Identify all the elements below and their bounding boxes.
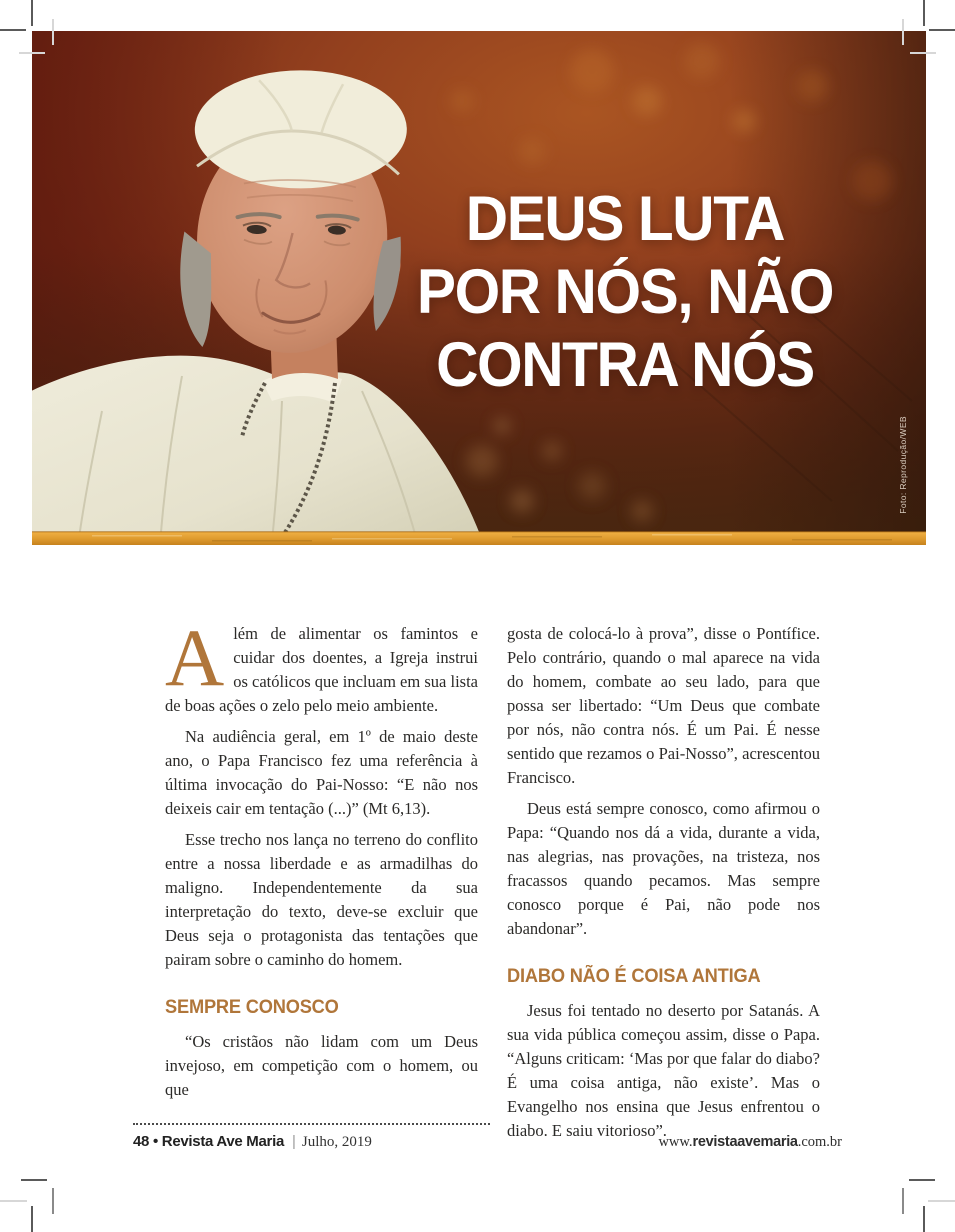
footer-url [658, 1134, 842, 1151]
footer-page-info [133, 1133, 372, 1151]
issue-date: Julho, 2019 [301, 1134, 372, 1150]
crop-mark [929, 29, 955, 31]
crop-mark [52, 19, 54, 45]
crop-mark [923, 0, 925, 26]
section-heading-diabo: DIABO NÃO É COISA ANTIGA [507, 966, 761, 987]
paragraph: Jesus foi tentado no deserto por Satanás. A sua vida pública começou assim, disse o Papa. “Alguns criticam: ‘Mas por que falar do diabo? É uma coisa antiga, não existe’. Mas o Evangelho nos ensina que Jesus enfrentou o diabo. E saiu vitorioso”. [507, 1001, 820, 1140]
bullet: • [152, 1133, 158, 1150]
headline-line: DEUS LUTA [465, 184, 785, 254]
url-domain: revistaavemaria [692, 1134, 798, 1150]
crop-mark [21, 1179, 47, 1181]
hero-photo [32, 31, 926, 545]
paragraph: “Os cristãos não lidam com um Deus invejoso, em competição com o homem, ou que [165, 1032, 478, 1099]
footer-page-magazine [133, 1133, 284, 1150]
page-number: 48 [133, 1133, 150, 1150]
article-column-right [507, 622, 820, 1150]
headline-line: CONTRA NÓS [436, 330, 814, 400]
crop-mark [902, 1188, 904, 1214]
url-suffix: .com.br [797, 1134, 842, 1150]
paragraph: gosta de colocá-lo à prova”, disse o Pontífice. Pelo contrário, quando o mal aparece na vida do homem, combate ao seu lado, para que possa ser libertado: “Um Deus que combate por nós, não contra nós. É um Pai. É nesse sentido que rezamos o Pai-Nosso”, acrescentou Francisco. [507, 624, 820, 787]
crop-mark [910, 52, 936, 54]
crop-mark [31, 0, 33, 26]
footer-separator: | [292, 1133, 296, 1150]
url-prefix: www. [658, 1134, 693, 1150]
photo-credit: Foto: Reprodução/WEB [898, 416, 908, 514]
paragraph: Esse trecho nos lança no terreno do conflito entre a nossa liberdade e as armadilhas do maligno. Independentemente da sua interpretação do texto, deve-se excluir que Deus seja o protagonista das tentações que pairam sobre o caminho do homem. [165, 830, 478, 969]
crop-mark [902, 19, 904, 45]
headline [360, 183, 890, 402]
crop-mark [0, 1200, 27, 1202]
paragraph: Na audiência geral, em 1º de maio deste ano, o Papa Francisco fez uma referência à última invocação do Pai-Nosso: “E não nos deixeis cair em tentação (...)” (Mt 6,13). [165, 727, 478, 818]
paragraph: Deus está sempre conosco, como afirmou o Papa: “Quando nos dá a vida, durante a vida, nas alegrias, nas provações, na tristeza, nos fracassos quando pecamos. Mas sempre conosco porque é Pai, não pode nos abandonar”. [507, 799, 820, 938]
crop-mark [928, 1200, 955, 1202]
paragraph [165, 612, 478, 718]
headline-line: POR NÓS, NÃO [416, 257, 834, 327]
crop-mark [52, 1188, 54, 1214]
drop-cap: A [165, 612, 225, 703]
crop-mark [0, 29, 26, 31]
article-body [165, 612, 820, 1150]
crop-mark [923, 1206, 925, 1232]
article-column-left [165, 612, 478, 1150]
footer-dotted-rule [133, 1123, 490, 1125]
crop-mark [31, 1206, 33, 1232]
magazine-name: Revista Ave Maria [161, 1133, 284, 1150]
section-heading-sempre-conosco: SEMPRE CONOSCO [165, 997, 339, 1018]
gold-strip [32, 531, 926, 545]
paragraph-text: lém de alimentar os famintos e cuidar dos doentes, a Igreja instrui os católicos que incluam em sua lista de boas ações o zelo pelo meio ambiente. [165, 624, 478, 715]
crop-mark [19, 52, 45, 54]
crop-mark [909, 1179, 935, 1181]
